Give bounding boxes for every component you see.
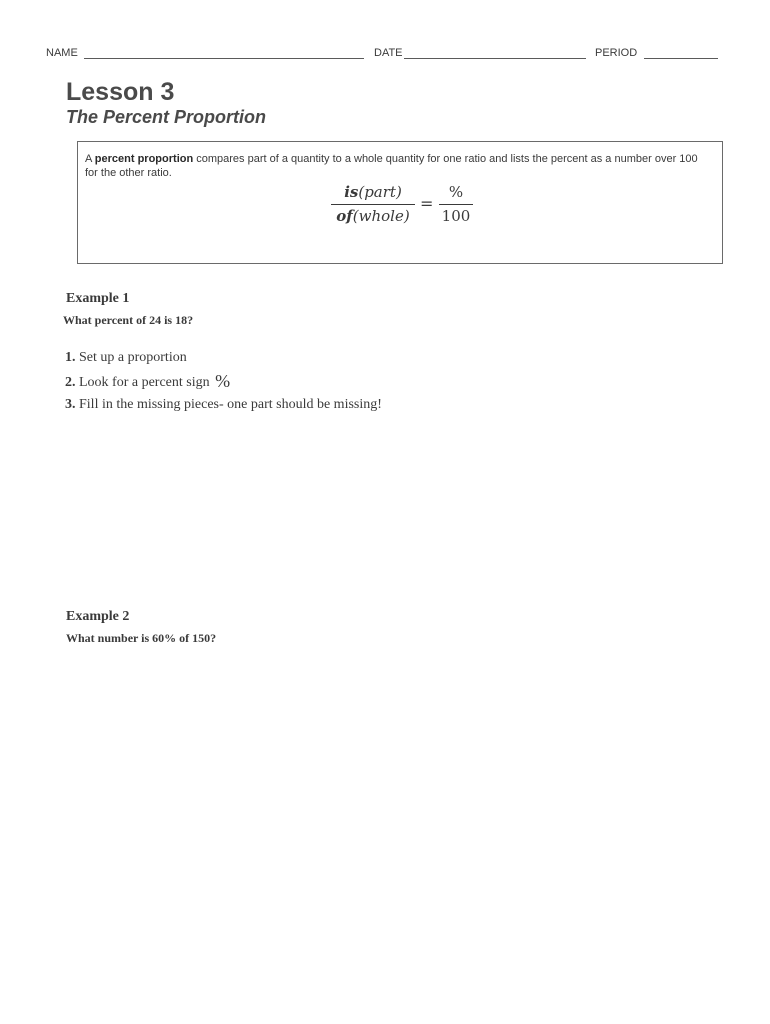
step-number: 2. bbox=[65, 375, 76, 390]
percent-denominator: 100 bbox=[441, 207, 471, 225]
example-1-steps bbox=[65, 347, 382, 416]
name-field[interactable] bbox=[84, 58, 364, 59]
example-2-question: What number is 60% of 150? bbox=[66, 631, 217, 645]
percent-fraction bbox=[439, 182, 473, 226]
part-whole-fraction bbox=[331, 182, 415, 226]
step-3 bbox=[65, 394, 382, 416]
definition-box bbox=[77, 141, 723, 264]
definition-term: percent proportion bbox=[94, 153, 194, 165]
percent-proportion-formula bbox=[331, 182, 481, 232]
fraction-bar bbox=[331, 204, 415, 205]
step-text: Fill in the missing pieces- one part should be missing! bbox=[75, 397, 382, 412]
equals-sign: = bbox=[420, 194, 434, 213]
example-1-heading: Example 1 bbox=[66, 291, 130, 306]
period-label: PERIOD bbox=[595, 47, 638, 59]
period-field[interactable] bbox=[644, 58, 718, 59]
denominator-text: (whole) bbox=[352, 207, 410, 225]
fraction-numerator bbox=[331, 182, 415, 202]
example-2-heading: Example 2 bbox=[66, 609, 130, 624]
lesson-title: Lesson 3 bbox=[66, 78, 175, 106]
numerator-text: (part) bbox=[358, 183, 402, 201]
step-number: 1. bbox=[65, 350, 76, 365]
student-info-header bbox=[46, 46, 722, 62]
date-field[interactable] bbox=[404, 58, 586, 59]
step-text: Look for a percent sign bbox=[75, 375, 214, 390]
lesson-subtitle: The Percent Proportion bbox=[66, 107, 267, 127]
step-1 bbox=[65, 347, 382, 369]
step-2 bbox=[65, 369, 382, 394]
step-number: 3. bbox=[65, 397, 76, 412]
percent-sign-symbol: % bbox=[215, 371, 231, 391]
fraction-bar bbox=[439, 204, 473, 205]
step-text: Set up a proportion bbox=[75, 350, 187, 365]
fraction-denominator bbox=[331, 206, 415, 226]
definition-prefix: A bbox=[85, 153, 95, 165]
name-label: NAME bbox=[46, 47, 78, 59]
numerator-bold: is bbox=[344, 183, 359, 201]
denominator-bold: of bbox=[336, 207, 353, 225]
date-label: DATE bbox=[374, 47, 403, 59]
definition-body: compares part of a quantity to a whole quantity for one ratio and lists the percent as a number over 100 for the other ratio. bbox=[85, 153, 698, 179]
definition-text bbox=[85, 152, 705, 180]
example-1-question: What percent of 24 is 18? bbox=[63, 313, 194, 327]
percent-numerator: % bbox=[448, 183, 464, 201]
